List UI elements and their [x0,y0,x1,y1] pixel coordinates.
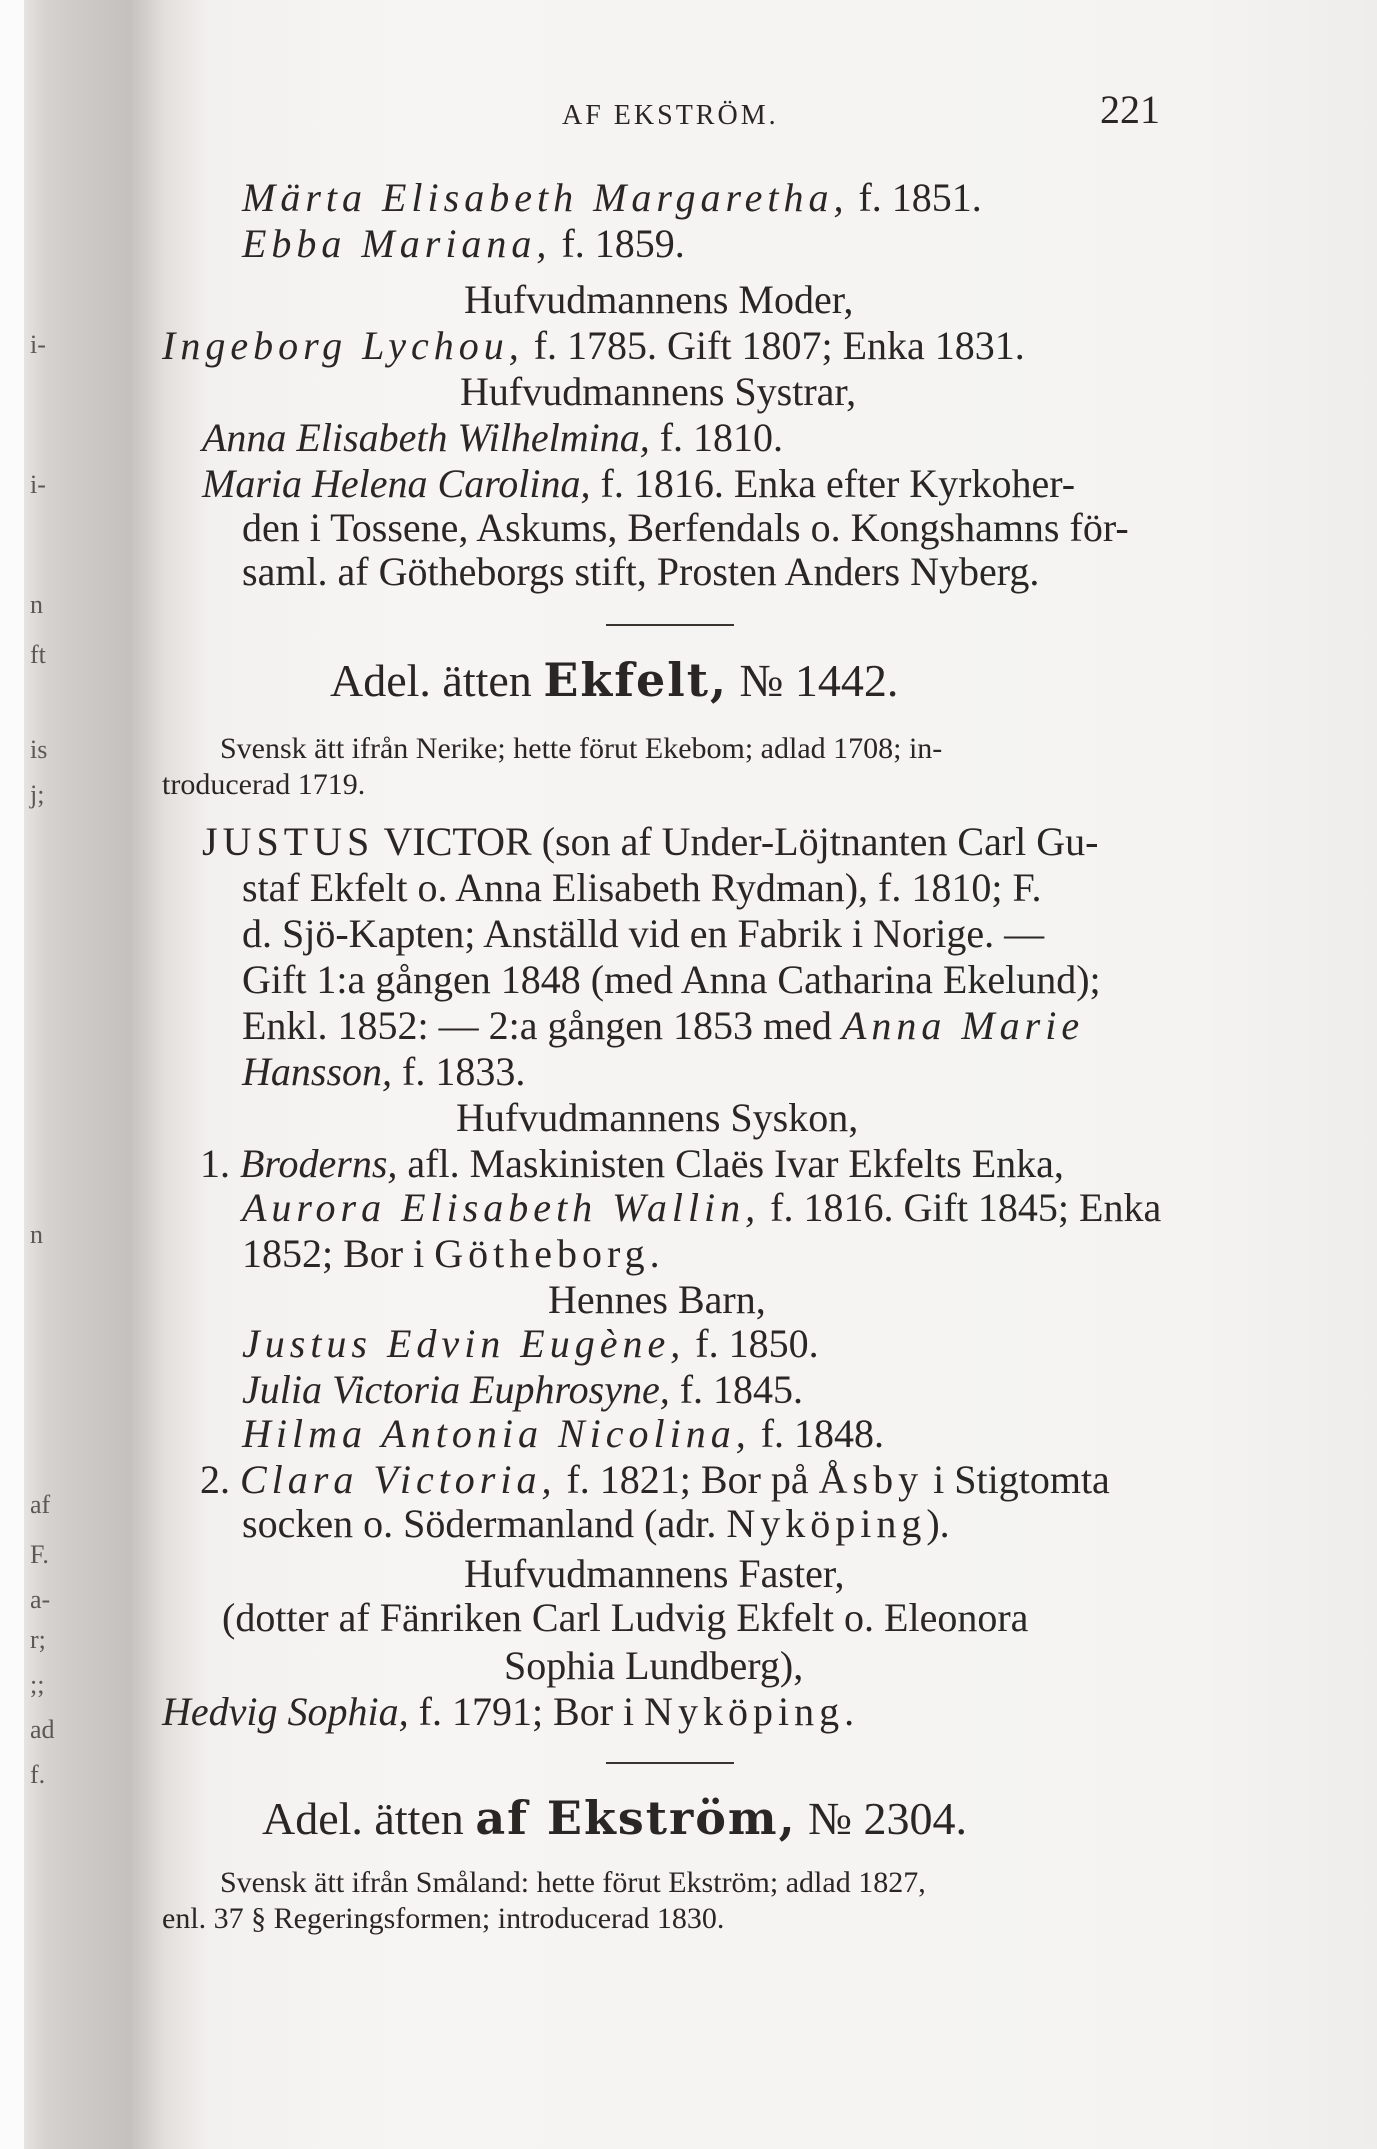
margin-mark: n [30,1220,43,1249]
intro-line: Svensk ätt ifrån Nerike; hette förut Ekebom; adlad 1708; in- [220,732,943,765]
margin-mark: i- [30,470,46,499]
divider-rule [606,1762,734,1764]
margin-mark: ad [30,1715,55,1744]
subheading: Hufvudmannens Syskon, [456,1095,859,1140]
text-line: Hilma Antonia Nicolina, f. 1848. [242,1411,885,1456]
text-line: Enkl. 1852: — 2:a gången 1853 med Anna Marie [242,1003,1085,1048]
margin-mark: f. [30,1760,46,1789]
margin-mark: ft [30,640,46,669]
margin-mark: F. [30,1540,49,1569]
intro-line: Svensk ätt ifrån Småland: hette förut Ekström; adlad 1827, [220,1866,926,1899]
running-title: AF EKSTRÖM. [562,100,779,131]
subheading: Hufvudmannens Systrar, [460,369,857,414]
text-line: Anna Elisabeth Wilhelmina, f. 1810. [202,415,784,460]
text-line: Ingeborg Lychou, f. 1785. Gift 1807; Enka 1831. [162,323,1025,368]
intro-line: enl. 37 § Regeringsformen; introducerad 1830. [162,1902,725,1935]
text-line: JUSTUS VICTOR (son af Under-Löjtnanten Carl Gu- [202,819,1099,864]
text-line: Gift 1:a gången 1848 (med Anna Catharina Ekelund); [242,957,1101,1002]
margin-mark: i- [30,330,46,359]
subheading: Hufvudmannens Moder, [464,277,854,322]
text-line: d. Sjö-Kapten; Anställd vid en Fabrik i Norige. — [242,911,1045,956]
divider-rule [606,624,734,626]
text-line: Sophia Lundberg), [504,1643,804,1688]
page-edge [0,0,24,2149]
margin-mark: r; [30,1625,46,1654]
text-line: 2. Clara Victoria, f. 1821; Bor på Åsby i Stigtomta [200,1457,1110,1502]
family-heading: Adel. ätten af Ekström, № 2304. [262,1791,967,1845]
text-line: (dotter af Fänriken Carl Ludvig Ekfelt o. Eleonora [222,1595,1029,1640]
page-number: 221 [1100,87,1160,132]
text-line: den i Tossene, Askums, Berfendals o. Kongshamns för- [242,505,1129,550]
margin-mark: af [30,1490,51,1519]
text-line: Justus Edvin Eugène, f. 1850. [242,1321,819,1366]
margin-mark: a- [30,1585,51,1614]
margin-mark: j; [30,780,45,809]
text-line: Hedvig Sophia, f. 1791; Bor i Nyköping. [162,1689,860,1734]
text-line: Aurora Elisabeth Wallin, f. 1816. Gift 1845; Enka [242,1185,1162,1230]
text-line: staf Ekfelt o. Anna Elisabeth Rydman), f. 1810; F. [242,865,1042,910]
text-line: Maria Helena Carolina, f. 1816. Enka efter Kyrkoher- [202,461,1076,506]
text-line: Julia Victoria Euphrosyne, f. 1845. [242,1367,804,1412]
subheading: Hennes Barn, [548,1277,766,1322]
intro-line: troducerad 1719. [162,768,366,801]
family-heading: Adel. ätten Ekfelt, № 1442. [330,653,899,707]
text-line: Märta Elisabeth Margaretha, f. 1851. [242,175,982,220]
text-line: Hansson, f. 1833. [242,1049,526,1094]
margin-mark: n [30,590,43,619]
margin-mark: ;; [30,1670,45,1699]
text-line: Ebba Mariana, f. 1859. [242,221,685,266]
text-line: saml. af Götheborgs stift, Prosten Anders Nyberg. [242,549,1040,594]
text-line: 1852; Bor i Götheborg. [242,1231,665,1276]
text-line: socken o. Södermanland (adr. Nyköping). [242,1501,950,1546]
subheading: Hufvudmannens Faster, [464,1551,845,1596]
margin-mark: is [30,735,48,764]
text-line: 1. Broderns, afl. Maskinisten Claës Ivar Ekfelts Enka, [200,1141,1064,1186]
